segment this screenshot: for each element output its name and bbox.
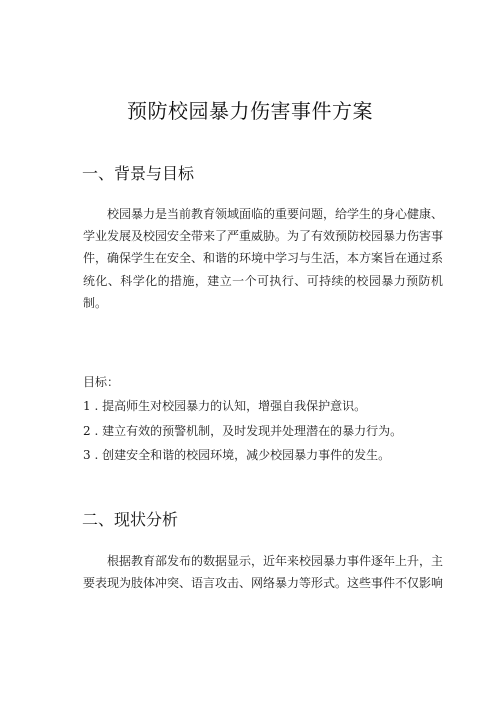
section-heading-status-analysis: 二、现状分析 <box>82 510 179 529</box>
goal-item: 3 . 创建安全和谐的校园环境，减少校园暴力事件的发生。 <box>83 448 391 462</box>
goal-item: 2 . 建立有效的预警机制，及时发现并处理潜在的暴力行为。 <box>83 424 403 438</box>
document-title: 预防校园暴力伤害事件方案 <box>127 99 373 123</box>
goal-item: 1 . 提高师生对校园暴力的认知，增强自我保护意识。 <box>83 399 367 413</box>
goals-label: 目标： <box>83 375 120 389</box>
section-heading-background: 一、背景与目标 <box>82 164 195 183</box>
background-paragraph: 校园暴力是当前教育领域面临的重要问题，给学生的身心健康、学业发展及校园安全带来了严重威胁。为了有效预防校园暴力伤害事件，确保学生在安全、和谐的环境中学习与生活，本方案旨在通过系统化、科学化的措施，建立一个可执行、可持续的校园暴力预防机制。 <box>83 207 444 310</box>
status-analysis-paragraph: 根据教育部发布的数据显示，近年来校园暴力事件逐年上升，主要表现为肢体冲突、语言攻击、网络暴力等形式。这些事件不仅影响 <box>83 554 444 591</box>
